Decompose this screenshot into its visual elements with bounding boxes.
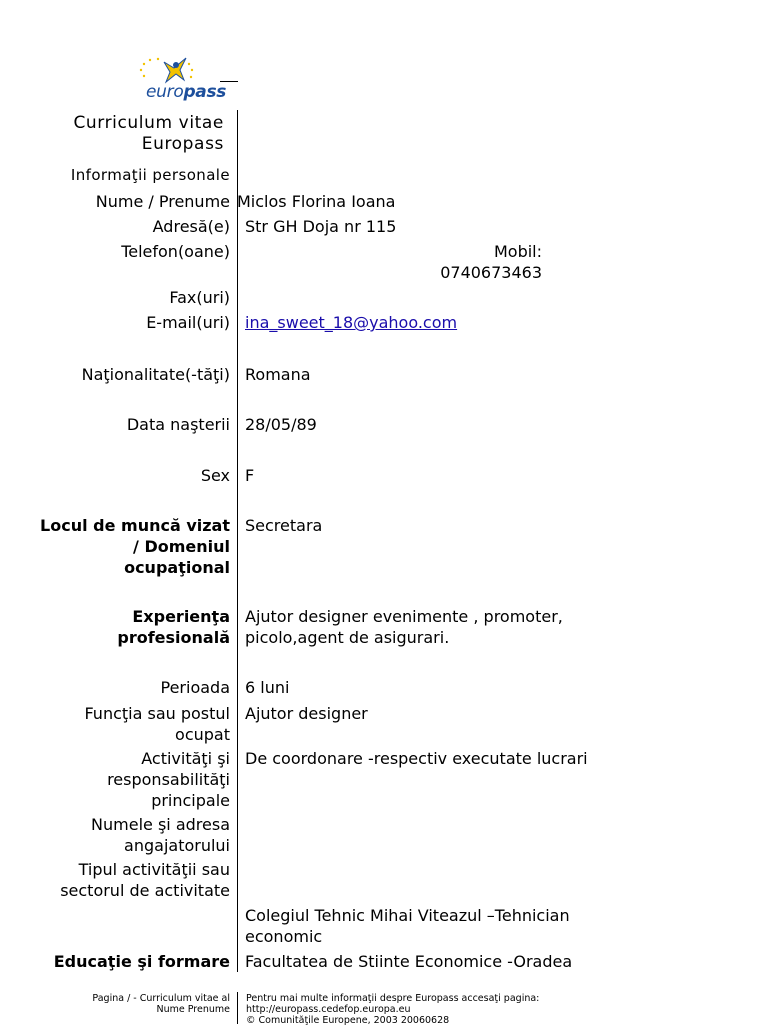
value-address: Str GH Doja nr 115 — [245, 217, 397, 236]
value-education: Facultatea de Stiinte Economice -Oradea — [245, 952, 573, 971]
label-address: Adresă(e) — [152, 217, 230, 236]
label-sector: Tipul activităţii sau sectorul de activitate — [60, 860, 230, 900]
footer-europass-link[interactable]: http://europass.cedefop.europa.eu — [246, 1004, 411, 1015]
label-education: Educaţie şi formare — [53, 952, 230, 971]
europass-logo — [134, 56, 244, 108]
cv-title: Curriculum vitae Europass — [73, 113, 224, 154]
label-desired-job: Locul de muncă vizat / Domeniul ocupaţional — [40, 516, 230, 577]
footer-europass-info: Pentru mai multe informaţii despre Europass accesaţi pagina: http://europass.cedefop.europa.eu © Comunităţile Europene, 2003 20060628 — [246, 993, 540, 1026]
section-title-personal-info: Informaţii personale — [70, 166, 230, 184]
value-nationality: Romana — [245, 365, 311, 384]
column-divider — [237, 110, 238, 972]
label-birthdate: Data naşterii — [126, 415, 230, 434]
value-birthdate: 28/05/89 — [245, 415, 317, 434]
label-period: Perioada — [160, 678, 230, 697]
label-employer: Numele şi adresa angajatorului — [91, 815, 230, 855]
footer-page-info: Pagina / - Curriculum vitae al Nume Prenume — [92, 993, 230, 1015]
value-period: 6 luni — [245, 678, 290, 697]
label-name: Nume / Prenume — [95, 192, 230, 211]
value-position: Ajutor designer — [245, 704, 368, 723]
footer-divider — [237, 992, 238, 1024]
label-experience: Experienţa profesională — [117, 607, 230, 647]
email-link[interactable]: ina_sweet_18@yahoo.com — [245, 313, 458, 332]
value-desired-job: Secretara — [245, 516, 323, 535]
label-activities: Activităţi şi responsabilităţi principale — [107, 749, 230, 810]
label-position: Funcţia sau postul ocupat — [84, 704, 230, 744]
value-experience: Ajutor designer evenimente , promoter, picolo,agent de asigurari. — [245, 607, 563, 647]
value-mobile: Mobil: 0740673463 — [440, 242, 542, 282]
value-name: Miclos Florina Ioana — [237, 192, 396, 211]
label-fax: Fax(uri) — [169, 288, 230, 307]
value-activities: De coordonare -respectiv executate lucrari — [245, 749, 588, 768]
label-sex: Sex — [200, 466, 230, 485]
value-sex: F — [245, 466, 255, 485]
label-nationality: Naţionalitate(-tăţi) — [81, 365, 230, 384]
value-school: Colegiul Tehnic Mihai Viteazul –Tehnician economic — [245, 906, 570, 946]
label-email: E-mail(uri) — [146, 313, 230, 332]
label-phone: Telefon(oane) — [121, 242, 230, 261]
logo-divider — [220, 81, 238, 82]
europass-wordmark: europass — [146, 82, 227, 102]
